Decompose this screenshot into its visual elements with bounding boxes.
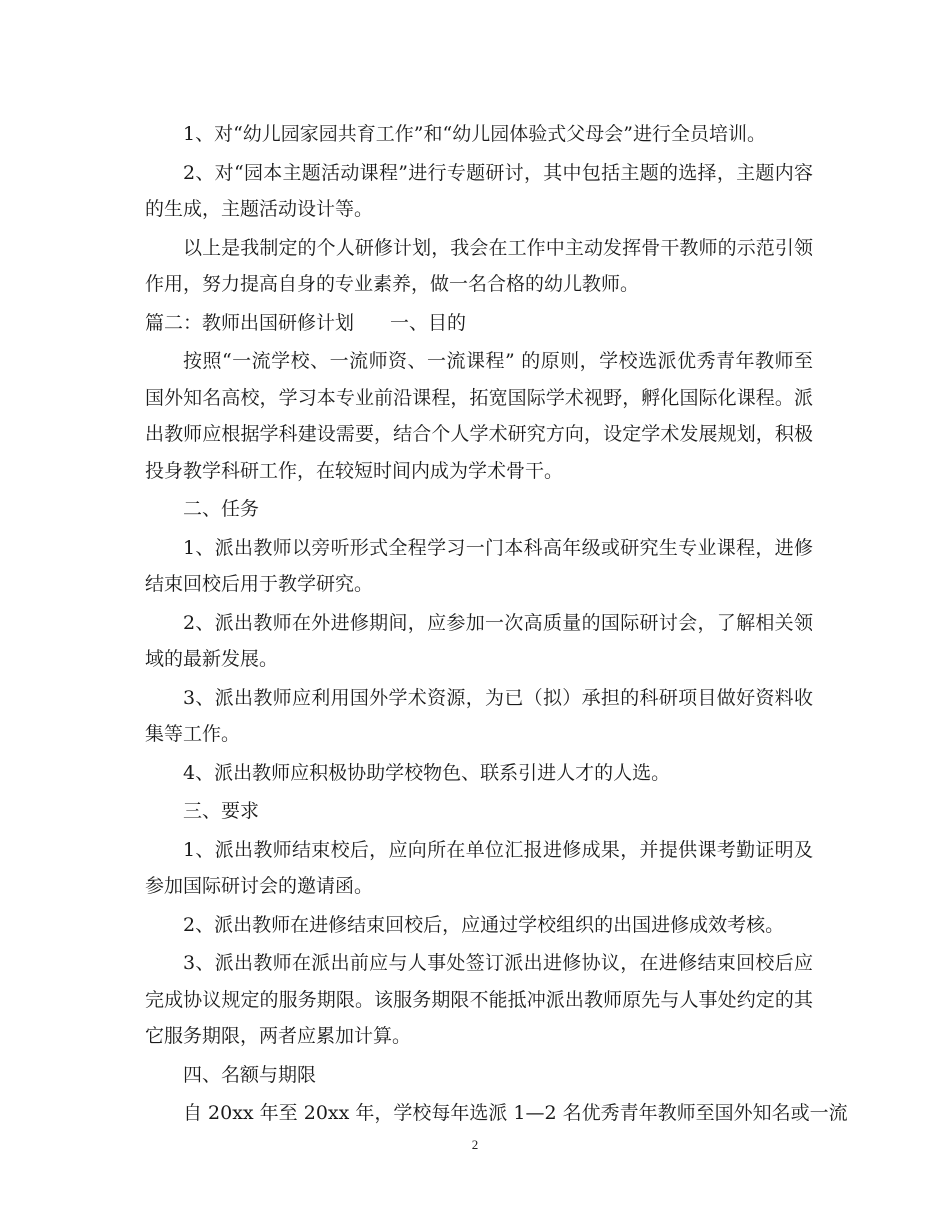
page-number: 2 (471, 1137, 479, 1152)
paragraph-training: 1、对“幼儿园家园共育工作”和“幼儿园体验式父母会”进行全员培训。 (183, 123, 766, 145)
article-title: 篇二：教师出国研修计划 (145, 311, 355, 334)
paragraph-requirement-3: 3、派出教师在派出前应与人事处签订派出进修协议，在进修结束回校后应完成协议规定的服务期限。该服务期限不能抵冲派出教师原先与人事处约定的其它服务期限，两者应累加计算。 (145, 952, 813, 1047)
paragraph-task-3: 3、派出教师应利用国外学术资源，为已（拟）承担的科研项目做好资料收集等工作。 (145, 686, 813, 745)
paragraph-task-4: 4、派出教师应积极协助学校物色、联系引进人才的人选。 (183, 761, 671, 784)
paragraph-quota: 自 20xx 年至 20xx 年，学校每年选派 1—2 名优秀青年教师至国外知名或一流 (183, 1102, 848, 1124)
section-heading-quota: 四、名额与期限 (183, 1063, 317, 1086)
section-heading-purpose: 一、目的 (390, 311, 467, 334)
paragraph-course-research: 2、对“园本主题活动课程”进行专题研讨，其中包括主题的选择，主题内容的生成，主题活动设计等。 (145, 161, 813, 220)
paragraph-requirement-1: 1、派出教师结束校后，应向所在单位汇报进修成果，并提供课考勤证明及参加国际研讨会的邀请函。 (145, 838, 813, 897)
paragraph-task-2: 2、派出教师在外进修期间，应参加一次高质量的国际研讨会，了解相关领域的最新发展。 (145, 611, 813, 670)
document-body (145, 116, 848, 1134)
paragraph-purpose: 按照“一流学校、一流师资、一流课程” 的原则，学校选派优秀青年教师至国外知名高校，学习本专业前沿课程，拓宽国际学术视野，孵化国际化课程。派出教师应根据学科建设需要，结合个人学术研究方向，设定学术发展规划，积极投身教学科研工作，在较短时间内成为学术骨干。 (145, 350, 813, 482)
paragraph-plan-summary: 以上是我制定的个人研修计划，我会在工作中主动发挥骨干教师的示范引领作用，努力提高自身的专业素养，做一名合格的幼儿教师。 (145, 236, 813, 295)
paragraph-task-1: 1、派出教师以旁听形式全程学习一门本科高年级或研究生专业课程，进修结束回校后用于教学研究。 (145, 536, 813, 595)
article-heading (145, 305, 813, 342)
paragraph-requirement-2: 2、派出教师在进修结束回校后，应通过学校组织的出国进修成效考核。 (183, 913, 785, 936)
section-heading-tasks: 二、任务 (183, 498, 260, 520)
section-heading-requirements: 三、要求 (183, 800, 260, 822)
